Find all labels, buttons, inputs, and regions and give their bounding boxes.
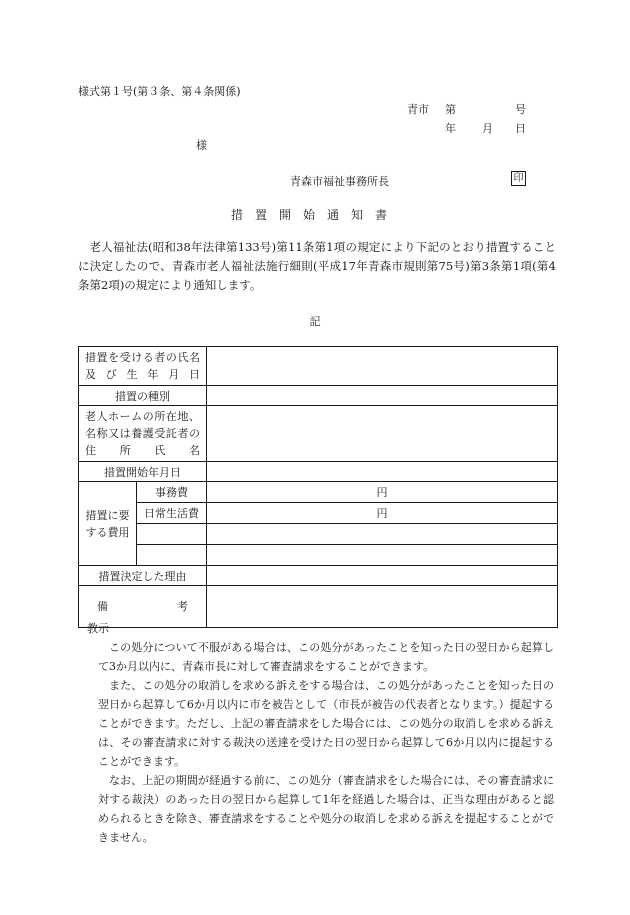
value-start-date[interactable] — [207, 462, 558, 482]
body-paragraph: 老人福祉法(昭和38年法律第133号)第11条第1項の規定により下記のとおり措置することに決定したので、青森市老人福祉法施行細則(平成17年青森市規則第75号)第3条第1項(第4条第2項)の規定により通知します。 — [78, 240, 556, 292]
notice-heading: 教示 — [87, 622, 109, 635]
label-cost-group: 措置に要する費用 — [79, 482, 137, 566]
document-title: 措置開始通知書 — [230, 208, 399, 222]
label-recipient-name: 措置を受ける者の氏名及び生年月日 — [79, 347, 207, 386]
value-remarks[interactable] — [207, 586, 558, 628]
notice-paragraph-1: この処分について不服がある場合は、この処分があったことを知った日の翌日から起算して3か月以内に、青森市長に対して審査請求をすることができます。 — [98, 641, 554, 673]
label-cost-blank-2 — [137, 545, 207, 566]
label-home-location: 老人ホームの所在地、名称又は養護受託者の住所氏名 — [79, 406, 207, 462]
value-cost-blank-2[interactable] — [207, 545, 558, 566]
label-decision-reason: 措置決定した理由 — [79, 566, 207, 586]
label-cost-office: 事務費 — [137, 482, 207, 503]
reference-city: 青市 — [407, 103, 429, 116]
label-cost-blank-1 — [137, 524, 207, 545]
value-cost-living[interactable]: 円 — [207, 503, 558, 524]
date-month: 月 — [482, 122, 493, 135]
date-year: 年 — [445, 122, 456, 135]
notice-body — [98, 638, 554, 847]
date-day: 日 — [515, 122, 526, 135]
value-cost-office[interactable]: 円 — [207, 482, 558, 503]
notice-paragraph-2: また、この処分の取消しを求める訴えをする場合は、この処分があったことを知った日の翌日から起算して6か月以内に市を被告として（市長が被告の代表者となります。）提起することができます。ただし、上記の審査請求をした場合には、この処分の取消しを求める訴えは、その審査請求に対する裁決の送達を受けた日の翌日から起算して6か月以内に提起することができます。 — [98, 679, 554, 768]
form-number: 様式第１号(第３条、第４条関係) — [78, 85, 241, 98]
reference-dai: 第 — [445, 103, 456, 116]
notice-paragraph-3: なお、上記の期間が経過する前に、この処分（審査請求をした場合には、その審査請求に対する裁決）のあった日の翌日から起算して1年を経過した場合は、正当な理由があると認められるときを除き、審査請求をすることや処分の取消しを求める訴えを提起することができません。 — [98, 774, 554, 844]
seal-mark: 印 — [511, 171, 526, 186]
issuer-name: 青森市福祉事務所長 — [290, 175, 389, 188]
value-home-location[interactable] — [207, 406, 558, 462]
label-measure-type: 措置の種別 — [79, 386, 207, 406]
ki-marker: 記 — [309, 315, 321, 328]
value-recipient-name[interactable] — [207, 347, 558, 386]
value-decision-reason[interactable] — [207, 566, 558, 586]
label-cost-living: 日常生活費 — [137, 503, 207, 524]
label-remarks: 備考 — [79, 586, 207, 628]
addressee-suffix: 様 — [196, 139, 207, 152]
value-cost-blank-1[interactable] — [207, 524, 558, 545]
detail-table — [78, 346, 558, 628]
reference-go: 号 — [515, 103, 526, 116]
value-measure-type[interactable] — [207, 386, 558, 406]
label-start-date: 措置開始年月日 — [79, 462, 207, 482]
